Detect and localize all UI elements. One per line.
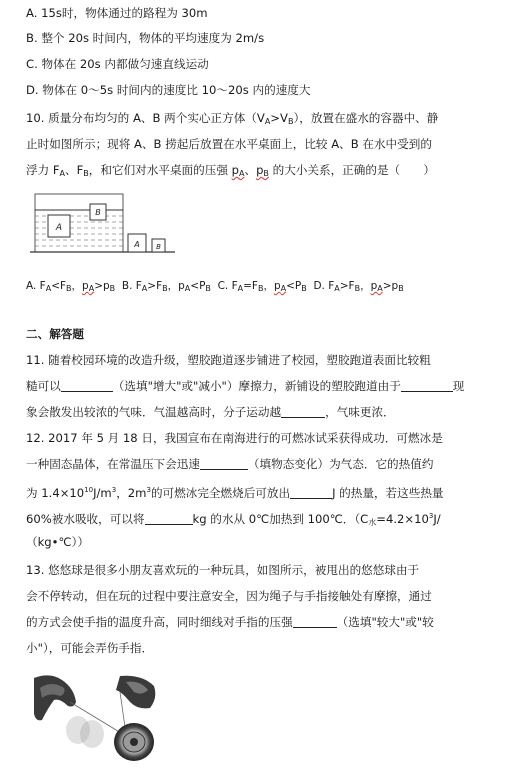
- subscript: A: [184, 284, 191, 293]
- subscript: A: [45, 284, 52, 293]
- subscript: B: [398, 284, 404, 293]
- q12-line-5: （kg•℃））: [26, 535, 89, 549]
- superscript: 3: [111, 486, 117, 494]
- yoyo: [114, 723, 154, 761]
- text: 糙可以: [26, 379, 61, 393]
- subscript: B: [301, 284, 307, 293]
- q13-line-3: [26, 614, 434, 630]
- text: p: [82, 280, 89, 292]
- text: >F: [339, 280, 355, 292]
- text: =4.2×10: [376, 512, 429, 526]
- yoyo-photo: [30, 668, 160, 764]
- subscript: B: [66, 284, 72, 293]
- answer-blank[interactable]: [281, 405, 325, 418]
- answer-blank[interactable]: [145, 512, 193, 525]
- text: J/m: [93, 486, 112, 500]
- q13-line-4: 小"），可能会弄伤手指．: [26, 641, 154, 655]
- subscript: A: [334, 284, 340, 293]
- text: 、F: [65, 163, 84, 177]
- text: （填物态变化）为气态．它的热值约: [247, 457, 434, 471]
- text: p: [231, 163, 239, 177]
- text: D. F: [313, 280, 335, 292]
- q9-option-c: C. 物体在 20s 内都做匀速直线运动: [26, 57, 209, 71]
- q11-line-1: 11. 随着校园环境的改造升级，塑胶跑道逐步铺进了校园，塑胶跑道表面比较粗: [26, 353, 431, 367]
- subscript: A: [264, 117, 271, 126]
- text: <P: [286, 280, 302, 292]
- subscript: B: [287, 117, 294, 126]
- text: p: [256, 163, 264, 177]
- q9-option-b: B. 整个 20s 时间内，物体的平均速度为 2m/s: [26, 31, 265, 45]
- text: J 的热量，若这些热量: [332, 486, 444, 500]
- answer-blank[interactable]: [290, 486, 332, 499]
- q13-line-2: 会不停转动，但在玩的过程中要注意安全，因为绳子与手指接触处有摩擦，通过: [26, 589, 432, 603]
- subscript: A: [377, 284, 383, 293]
- q9-option-a: A. 15s时，物体通过的路程为 30m: [26, 6, 208, 20]
- subscript: 水: [368, 518, 377, 527]
- text: 、: [244, 163, 257, 177]
- subscript: A: [59, 169, 66, 178]
- q13-line-1: 13. 悠悠球是很多小朋友喜欢玩的一种玩具，如图所示，被甩出的悠悠球由于: [26, 563, 420, 577]
- answer-blank[interactable]: [401, 379, 453, 392]
- subscript: B: [109, 284, 116, 293]
- q10-line-2: 止时如图所示；现将 A、B 捞起后放置在水平桌面上，比较 A、B 在水中受到的: [26, 137, 432, 151]
- text: 象会散发出较浓的气味．气温越高时，分子运动越: [26, 405, 282, 419]
- text: <P: [190, 280, 206, 292]
- subscript: A: [88, 284, 95, 293]
- q10-line-3: [26, 162, 435, 182]
- subscript: A: [141, 284, 148, 293]
- q11-line-2: [26, 378, 464, 394]
- subscript: A: [238, 169, 245, 178]
- q10-options: [26, 278, 404, 297]
- subscript: B: [257, 284, 264, 293]
- text: ，: [263, 280, 274, 292]
- text: >p: [382, 280, 399, 292]
- text: ，: [360, 280, 371, 292]
- text: ，和它们对水平桌面的压强: [88, 163, 232, 177]
- cube-a-label: A: [134, 240, 140, 249]
- q12-line-2: [26, 456, 433, 472]
- answer-blank[interactable]: [200, 457, 248, 470]
- pressure-symbol: [371, 280, 383, 292]
- cube-a-in-water: [48, 215, 70, 237]
- pressure-symbol: [232, 163, 245, 177]
- cube-a-on-table: [128, 234, 146, 252]
- superscript: 3: [146, 486, 151, 494]
- text: ），放置在盛水的容器中、静: [293, 111, 439, 125]
- text: ，: [71, 280, 83, 292]
- superscript: 10: [84, 486, 94, 494]
- cube-a-label: A: [55, 223, 63, 233]
- answer-blank[interactable]: [61, 379, 113, 392]
- text: 一种固态晶体，在常温压下会迅速: [26, 457, 200, 471]
- text: ，气味更浓．: [325, 405, 395, 419]
- q12-line-1: 12. 2017 年 5 月 18 日，我国宣布在南海进行的可燃冰试采获得成功．可燃冰是: [26, 431, 443, 445]
- text: 10. 质量分布均匀的 A、B 两个实心正方体（V: [26, 111, 265, 125]
- answer-blank[interactable]: [293, 615, 337, 628]
- q10-figure: [30, 190, 180, 260]
- text: 的可燃冰完全燃烧后可放出: [150, 486, 291, 500]
- section-heading: 二、解答题: [26, 327, 84, 341]
- text: p: [273, 280, 281, 292]
- text: （选填"较大"或"较: [336, 615, 434, 629]
- text: B. F: [121, 280, 142, 292]
- text: 现: [452, 379, 465, 393]
- text: （选填"增大"或"减小"）摩擦力，新铺设的塑胶跑道由于: [112, 379, 401, 393]
- q11-line-3: [26, 404, 395, 420]
- subscript: B: [83, 169, 89, 178]
- subscript: A: [280, 284, 287, 293]
- cube-b-on-table: [152, 239, 165, 252]
- text: >V: [270, 111, 288, 125]
- text: 60%被水吸收，可以将: [26, 512, 145, 526]
- text: <F: [51, 280, 67, 292]
- text: 的方式会使手指的温度升高，同时细线对手指的压强: [26, 615, 293, 629]
- cube-b-label: B: [156, 243, 161, 251]
- subscript: B: [205, 284, 211, 293]
- text: kg 的水从 0℃加热到 100℃．（C: [192, 512, 369, 526]
- text: 为 1.4×10: [26, 486, 85, 500]
- text: =F: [243, 280, 258, 292]
- pressure-symbol: [256, 163, 269, 177]
- subscript: B: [263, 169, 269, 178]
- superscript: 3: [428, 512, 434, 520]
- text: A. F: [26, 280, 46, 292]
- subscript: B: [354, 284, 361, 293]
- cube-b-label: B: [95, 208, 101, 217]
- text: 的大小关系，正确的是（ ）: [268, 163, 435, 177]
- pressure-symbol: [82, 280, 94, 292]
- q12-line-3: [26, 482, 444, 501]
- text: >p: [94, 280, 110, 292]
- text: C. F: [217, 280, 238, 292]
- q12-line-4: [26, 508, 441, 531]
- text: p: [178, 280, 185, 292]
- subscript: B: [162, 284, 168, 293]
- text: 浮力 F: [26, 163, 60, 177]
- q9-option-d: D. 物体在 0～5s 时间内的速度比 10～20s 内的速度大: [26, 83, 311, 97]
- text: ，2m: [116, 486, 147, 500]
- text: p: [370, 280, 378, 292]
- text: >F: [147, 280, 163, 292]
- pressure-symbol: [274, 280, 286, 292]
- subscript: A: [237, 284, 244, 293]
- text: J/: [433, 512, 441, 526]
- text: ，: [167, 280, 179, 292]
- q10-line-1: [26, 110, 438, 130]
- cube-b-in-water: [90, 204, 106, 220]
